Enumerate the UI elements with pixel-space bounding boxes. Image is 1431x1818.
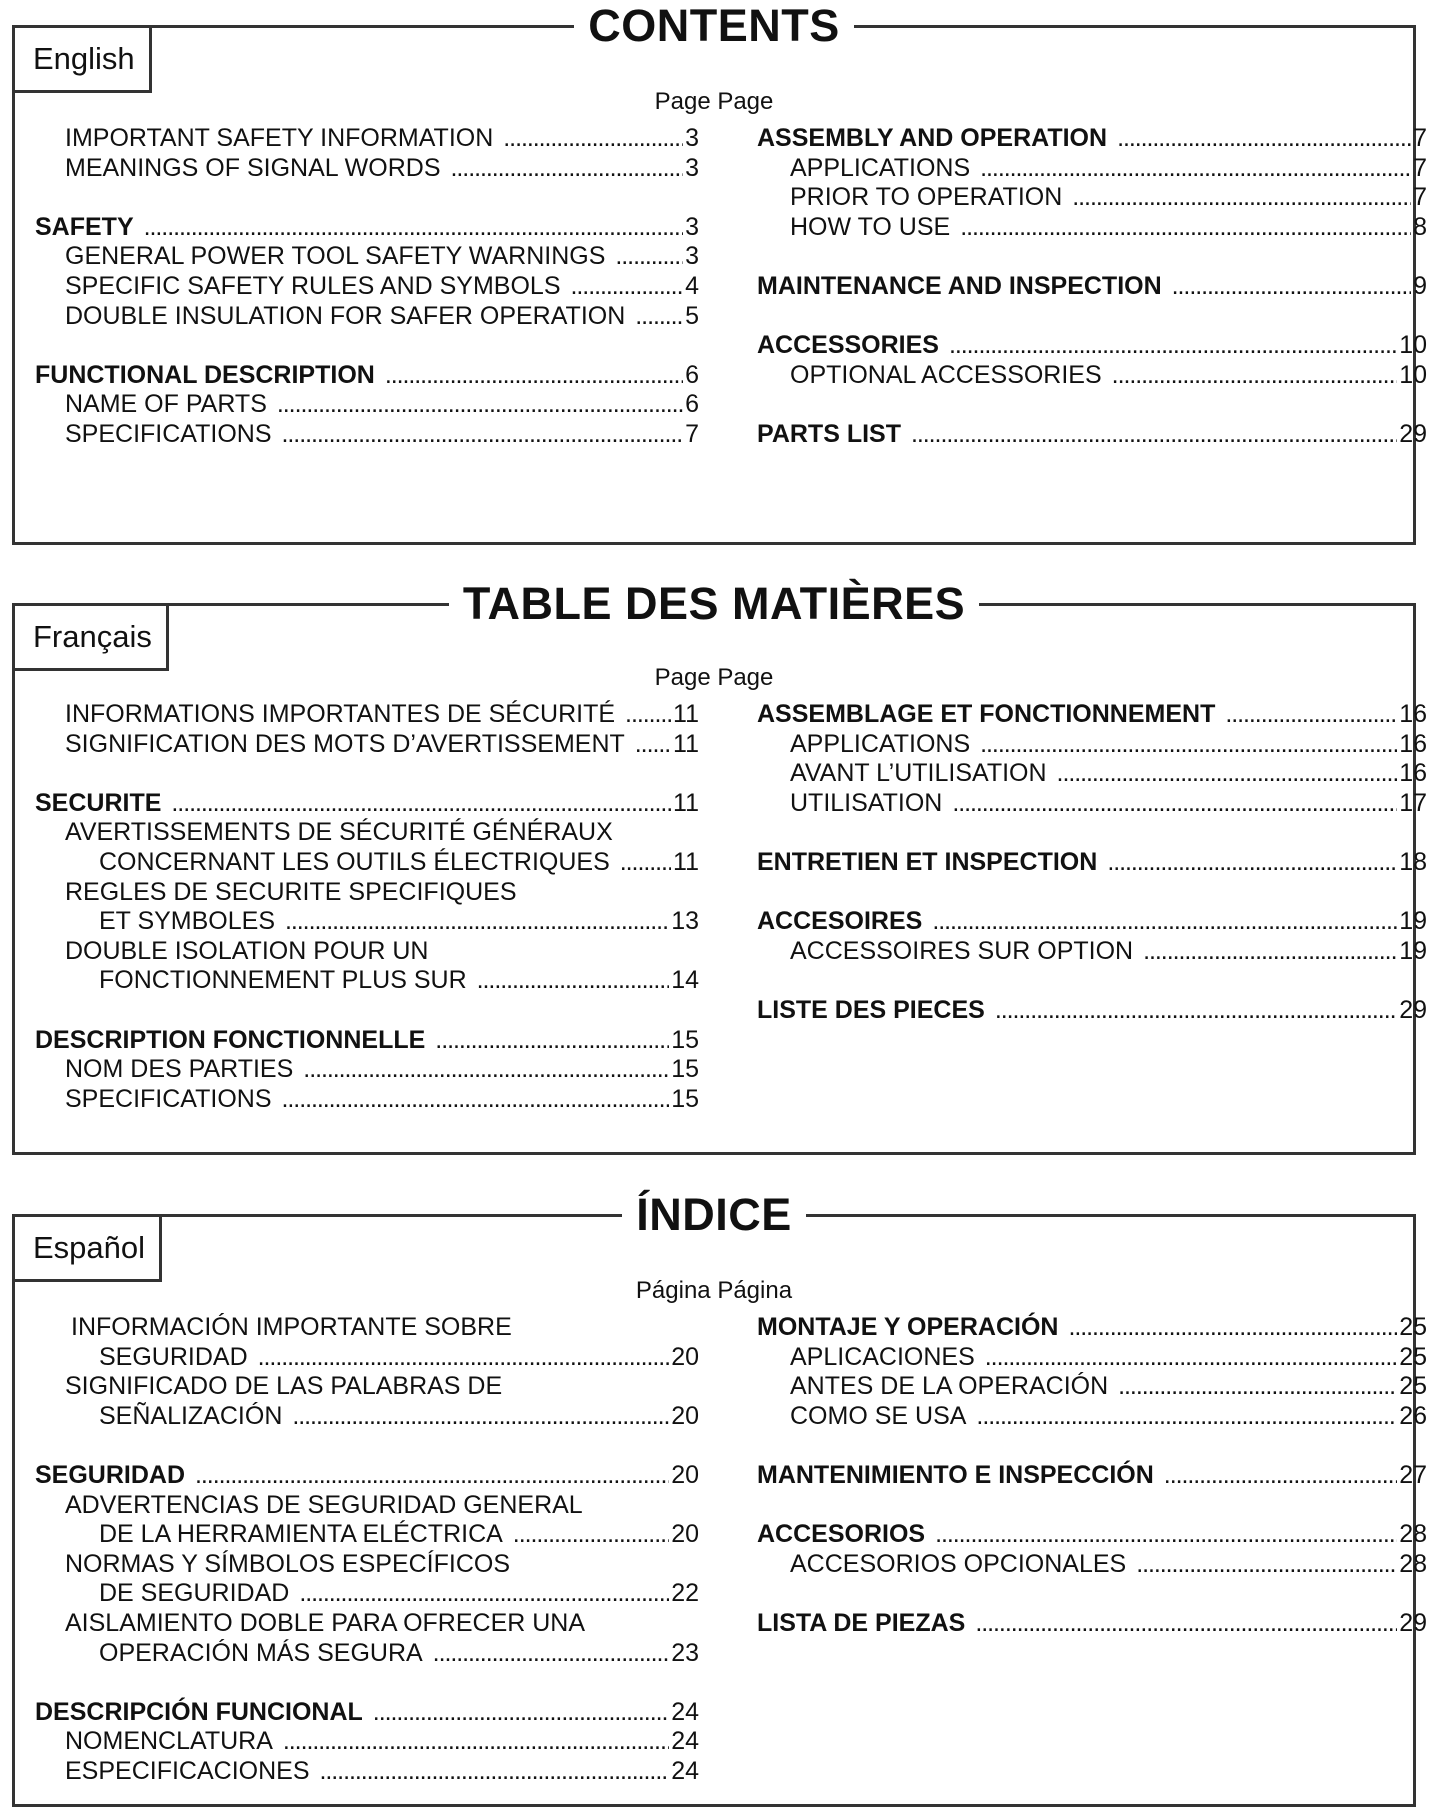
toc-entry-text: PARTS LIST (757, 419, 901, 448)
toc-entry[interactable] (757, 1550, 1427, 1580)
toc-entry-page: 7 (1413, 183, 1427, 212)
dot-leader (503, 124, 683, 154)
toc-entry-page: 8 (1413, 212, 1427, 241)
dot-leader (620, 848, 671, 878)
toc-entry-text: CONCERNANT LES OUTILS ÉLECTRIQUES (99, 847, 610, 876)
toc-entry[interactable] (757, 361, 1427, 391)
toc-entry[interactable] (35, 700, 699, 730)
dot-leader (477, 966, 670, 996)
toc-entry-page: 10 (1399, 331, 1427, 360)
toc-entry[interactable] (757, 1372, 1427, 1402)
dot-leader (1118, 1372, 1397, 1402)
toc-entry[interactable] (35, 966, 699, 996)
dot-leader (282, 1085, 670, 1115)
toc-entry-page: 6 (685, 390, 699, 419)
toc-entry-page: 24 (671, 1756, 699, 1785)
toc-heading[interactable] (757, 996, 1427, 1026)
toc-entry[interactable] (35, 1520, 699, 1550)
toc-entry-text: AISLAMIENTO DOBLE PARA OFRECER UNA (65, 1608, 586, 1637)
dot-leader (1057, 759, 1398, 789)
toc-entry[interactable] (35, 124, 699, 154)
toc-entry-page: 25 (1399, 1342, 1427, 1371)
toc-entry-text: OPTIONAL ACCESSORIES (790, 360, 1102, 389)
toc-heading[interactable] (757, 1313, 1427, 1343)
toc-entry-text: SIGNIFICADO DE LAS PALABRAS DE (65, 1372, 503, 1401)
toc-entry-text: AVERTISSEMENTS DE SÉCURITÉ GÉNÉRAUX (65, 818, 613, 847)
toc-entry-page: 16 (1399, 759, 1427, 788)
toc-entry-text: APPLICATIONS (790, 729, 971, 758)
toc-entry-text: DE SEGURIDAD (99, 1579, 290, 1608)
toc-entry-page: 11 (673, 700, 699, 728)
toc-entry-page: 27 (1399, 1460, 1427, 1489)
toc-entry[interactable] (35, 1402, 699, 1432)
toc-entry-text: ET SYMBOLES (99, 907, 275, 936)
toc-entry[interactable] (35, 1055, 699, 1085)
toc-entry-text: LISTE DES PIECES (757, 995, 985, 1024)
toc-entry[interactable] (757, 213, 1427, 243)
toc-entry-page: 25 (1399, 1372, 1427, 1401)
toc-entry-text: APPLICATIONS (790, 153, 971, 182)
toc-entry-text: APLICACIONES (790, 1342, 975, 1371)
toc-entry[interactable] (757, 183, 1427, 213)
toc-entry-page: 20 (671, 1460, 699, 1489)
toc-heading[interactable] (35, 789, 699, 819)
dot-leader (435, 1026, 669, 1056)
toc-entry[interactable] (35, 420, 699, 450)
toc-entry[interactable] (35, 1550, 699, 1580)
dot-leader (171, 789, 671, 819)
contents-section-spanish (12, 1189, 1427, 1807)
toc-entry-text: ASSEMBLAGE ET FONCTIONNEMENT (757, 700, 1216, 728)
toc-entry[interactable] (35, 242, 699, 272)
toc-entry[interactable] (35, 302, 699, 332)
toc-entry[interactable] (757, 789, 1427, 819)
toc-entry[interactable] (35, 1085, 699, 1115)
toc-entry-page: 7 (685, 419, 699, 448)
toc-entry[interactable] (35, 818, 699, 848)
toc-entry-text: ENTRETIEN ET INSPECTION (757, 847, 1098, 876)
toc-entry-page: 11 (673, 847, 699, 876)
toc-entry[interactable] (757, 1343, 1427, 1373)
toc-heading[interactable] (757, 1609, 1427, 1639)
toc-heading[interactable] (757, 907, 1427, 937)
toc-entry[interactable] (757, 1402, 1427, 1432)
toc-entry[interactable] (35, 878, 699, 908)
toc-entry-page: 24 (671, 1727, 699, 1756)
dot-leader (960, 213, 1411, 243)
toc-entry-page: 6 (685, 360, 699, 389)
toc-entry-page: 22 (671, 1579, 699, 1608)
toc-heading[interactable] (35, 1698, 699, 1728)
toc-entry-text: NORMAS Y SÍMBOLOS ESPECÍFICOS (65, 1549, 511, 1578)
toc-entry[interactable] (35, 1639, 699, 1669)
dot-leader (1143, 937, 1397, 967)
dot-leader (976, 1402, 1397, 1432)
toc-entry[interactable] (35, 1727, 699, 1757)
toc-entry-page: 19 (1399, 907, 1427, 936)
toc-entry-page: 20 (671, 1520, 699, 1549)
toc-entry[interactable] (35, 1372, 699, 1402)
toc-entry-page: 14 (671, 966, 699, 995)
toc-entry-text: ESPECIFICACIONES (65, 1756, 310, 1785)
page-column-label: Page Page (654, 88, 774, 115)
toc-entry-text: MANTENIMIENTO E INSPECCIÓN (757, 1460, 1154, 1489)
dot-leader (433, 1639, 670, 1669)
toc-entry-text: SAFETY (35, 212, 134, 241)
toc-entry[interactable] (35, 907, 699, 937)
dot-leader (1117, 124, 1411, 154)
toc-entry-text: SPECIFICATIONS (65, 419, 272, 448)
toc-entry[interactable] (757, 154, 1427, 184)
toc-heading[interactable] (757, 420, 1427, 450)
dot-leader (373, 1698, 669, 1728)
toc-entry-text: NOMENCLATURA (65, 1727, 273, 1756)
toc-entry-page: 23 (671, 1638, 699, 1667)
toc-column-right (757, 1313, 1427, 1639)
toc-entry-page: 29 (1399, 1608, 1427, 1637)
page-column-label: Página Página (635, 1277, 793, 1304)
dot-leader (571, 272, 684, 302)
toc-entry-text: ANTES DE LA OPERACIÓN (790, 1372, 1109, 1401)
toc-entry-page: 29 (1399, 419, 1427, 448)
dot-leader (299, 1579, 669, 1609)
toc-entry-text: ADVERTENCIAS DE SEGURIDAD GENERAL (65, 1490, 583, 1519)
toc-entry-page: 16 (1399, 700, 1427, 728)
toc-entry-page: 20 (671, 1401, 699, 1430)
toc-entry[interactable] (757, 730, 1427, 760)
toc-heading[interactable] (757, 124, 1427, 154)
dot-leader (144, 213, 683, 243)
toc-entry-page: 15 (671, 1025, 699, 1054)
contents-section-english (12, 0, 1427, 545)
dot-leader (975, 1609, 1397, 1639)
toc-entry[interactable] (35, 1757, 699, 1787)
toc-entry-text: GENERAL POWER TOOL SAFETY WARNINGS (65, 242, 606, 271)
dot-leader (911, 420, 1397, 450)
dot-leader (625, 700, 671, 730)
toc-entry-page: 25 (1399, 1313, 1427, 1341)
dot-leader (451, 154, 684, 184)
dot-leader (615, 242, 683, 272)
toc-entry[interactable] (757, 937, 1427, 967)
toc-heading[interactable] (35, 1026, 699, 1056)
dot-leader (1107, 848, 1397, 878)
toc-entry-text: NOM DES PARTIES (65, 1055, 294, 1084)
dot-leader (1164, 1461, 1397, 1491)
toc-entry[interactable] (35, 1343, 699, 1373)
toc-entry-text: REGLES DE SECURITE SPECIFIQUES (65, 877, 517, 906)
dot-leader (1225, 700, 1397, 730)
toc-entry-page: 20 (671, 1342, 699, 1371)
toc-entry-text: PRIOR TO OPERATION (790, 183, 1063, 212)
toc-entry-text: MONTAJE Y OPERACIÓN (757, 1313, 1059, 1341)
toc-entry-page: 3 (685, 242, 699, 271)
toc-heading[interactable] (757, 272, 1427, 302)
toc-entry[interactable] (35, 1609, 699, 1639)
toc-heading[interactable] (35, 1461, 699, 1491)
toc-entry-text: FONCTIONNEMENT PLUS SUR (99, 966, 467, 995)
toc-entry-text: SEGURIDAD (99, 1342, 248, 1371)
toc-entry-text: OPERACIÓN MÁS SEGURA (99, 1638, 423, 1667)
toc-entry[interactable] (35, 848, 699, 878)
toc-entry-page: 28 (1399, 1549, 1427, 1578)
dot-leader (195, 1461, 669, 1491)
toc-entry-page: 3 (685, 153, 699, 182)
toc-entry-text: ASSEMBLY AND OPERATION (757, 124, 1108, 152)
dot-leader (1068, 1313, 1397, 1343)
toc-entry-page: 10 (1399, 360, 1427, 389)
toc-entry-text: SPECIFICATIONS (65, 1084, 272, 1113)
toc-entry-text: IMPORTANT SAFETY INFORMATION (65, 124, 494, 152)
toc-heading[interactable] (757, 331, 1427, 361)
toc-entry-text: ACCESORIOS OPCIONALES (790, 1549, 1127, 1578)
toc-entry[interactable] (757, 759, 1427, 789)
language-label: Français (12, 603, 169, 671)
toc-entry-text: DOUBLE INSULATION FOR SAFER OPERATION (65, 301, 626, 330)
language-label: Español (12, 1214, 162, 1282)
toc-column-left (35, 1313, 699, 1787)
toc-entry-text: SECURITE (35, 788, 162, 817)
toc-entry-page: 7 (1413, 124, 1427, 152)
toc-entry-text: SEÑALIZACIÓN (99, 1401, 283, 1430)
toc-entry-text: SEGURIDAD (35, 1460, 186, 1489)
toc-entry-page: 5 (685, 301, 699, 330)
toc-entry[interactable] (35, 1491, 699, 1521)
toc-entry[interactable] (35, 1579, 699, 1609)
toc-entry-page: 3 (685, 212, 699, 241)
language-label: English (12, 25, 152, 93)
toc-entry-text: FUNCTIONAL DESCRIPTION (35, 360, 375, 389)
toc-entry-page: 24 (671, 1697, 699, 1726)
toc-entry-page: 7 (1413, 153, 1427, 182)
toc-entry-page: 3 (685, 124, 699, 152)
toc-entry-page: 28 (1399, 1520, 1427, 1549)
toc-entry-text: DOUBLE ISOLATION POUR UN (65, 936, 429, 965)
toc-entry[interactable] (35, 272, 699, 302)
dot-leader (385, 361, 683, 391)
toc-entry-page: 15 (671, 1084, 699, 1113)
dot-leader (277, 390, 683, 420)
toc-entry-page: 29 (1399, 995, 1427, 1024)
toc-entry-text: INFORMATIONS IMPORTANTES DE SÉCURITÉ (65, 700, 616, 728)
toc-entry-text: UTILISATION (790, 788, 943, 817)
toc-entry-text: DESCRIPTION FONCTIONNELLE (35, 1025, 426, 1054)
toc-entry-text: HOW TO USE (790, 212, 951, 241)
toc-entry-page: 11 (673, 729, 699, 758)
dot-leader (283, 1727, 669, 1757)
section-title: CONTENTS (574, 0, 854, 51)
toc-entry-text: AVANT L’UTILISATION (790, 759, 1047, 788)
toc-entry-page: 13 (671, 907, 699, 936)
dot-leader (1172, 272, 1411, 302)
toc-entry-page: 15 (671, 1055, 699, 1084)
toc-entry-page: 4 (685, 271, 699, 300)
toc-entry-text: DE LA HERRAMIENTA ELÉCTRICA (99, 1520, 503, 1549)
toc-entry-page: 9 (1413, 271, 1427, 300)
toc-entry-text: MAINTENANCE AND INSPECTION (757, 271, 1162, 300)
dot-leader (980, 730, 1397, 760)
dot-leader (282, 420, 684, 450)
toc-entry-text: LISTA DE PIEZAS (757, 1608, 966, 1637)
toc-entry[interactable] (35, 390, 699, 420)
toc-entry-page: 18 (1399, 847, 1427, 876)
toc-heading[interactable] (35, 361, 699, 391)
toc-entry-text: ACCESSORIES (757, 331, 939, 360)
dot-leader (935, 1520, 1397, 1550)
toc-entry[interactable] (35, 154, 699, 184)
dot-leader (949, 331, 1397, 361)
toc-entry-text: COMO SE USA (790, 1401, 967, 1430)
dot-leader (258, 1343, 670, 1373)
dot-leader (303, 1055, 669, 1085)
toc-heading[interactable] (757, 700, 1427, 730)
dot-leader (292, 1402, 669, 1432)
dot-leader (985, 1343, 1397, 1373)
toc-entry-page: 19 (1399, 936, 1427, 965)
toc-entry-page: 11 (673, 788, 699, 817)
toc-entry-page: 17 (1399, 788, 1427, 817)
toc-entry[interactable] (35, 730, 699, 760)
dot-leader (952, 789, 1397, 819)
toc-column-left (35, 700, 699, 1114)
dot-leader (995, 996, 1397, 1026)
toc-column-right (757, 700, 1427, 1026)
toc-heading[interactable] (757, 848, 1427, 878)
contents-section-french (12, 578, 1427, 1155)
dot-leader (635, 302, 683, 332)
dot-leader (320, 1757, 670, 1787)
dot-leader (513, 1520, 669, 1550)
toc-entry[interactable] (35, 937, 699, 967)
dot-leader (635, 730, 671, 760)
section-title: ÍNDICE (622, 1189, 806, 1240)
dot-leader (285, 907, 669, 937)
toc-column-right (757, 124, 1427, 450)
toc-heading[interactable] (757, 1461, 1427, 1491)
toc-heading[interactable] (757, 1520, 1427, 1550)
section-title: TABLE DES MATIÈRES (449, 578, 979, 629)
toc-entry-text: ACCESSOIRES SUR OPTION (790, 936, 1134, 965)
toc-entry-text: SPECIFIC SAFETY RULES AND SYMBOLS (65, 271, 561, 300)
toc-entry-text: SIGNIFICATION DES MOTS D’AVERTISSEMENT (65, 729, 625, 758)
toc-entry-text: DESCRIPCIÓN FUNCIONAL (35, 1697, 363, 1726)
toc-entry[interactable] (35, 1313, 699, 1343)
toc-entry-page: 16 (1399, 729, 1427, 758)
dot-leader (1072, 183, 1411, 213)
dot-leader (980, 154, 1411, 184)
dot-leader (1112, 361, 1398, 391)
toc-entry-text: NAME OF PARTS (65, 390, 267, 419)
toc-entry-text: ACCESORIOS (757, 1520, 926, 1549)
dot-leader (1136, 1550, 1397, 1580)
toc-heading[interactable] (35, 213, 699, 243)
toc-entry-text: INFORMACIÓN IMPORTANTE SOBRE (71, 1313, 512, 1341)
dot-leader (932, 907, 1397, 937)
toc-entry-text: ACCESOIRES (757, 907, 923, 936)
toc-entry-page: 26 (1399, 1401, 1427, 1430)
toc-column-left (35, 124, 699, 450)
toc-entry-text: MEANINGS OF SIGNAL WORDS (65, 153, 441, 182)
page-column-label: Page Page (654, 664, 774, 691)
